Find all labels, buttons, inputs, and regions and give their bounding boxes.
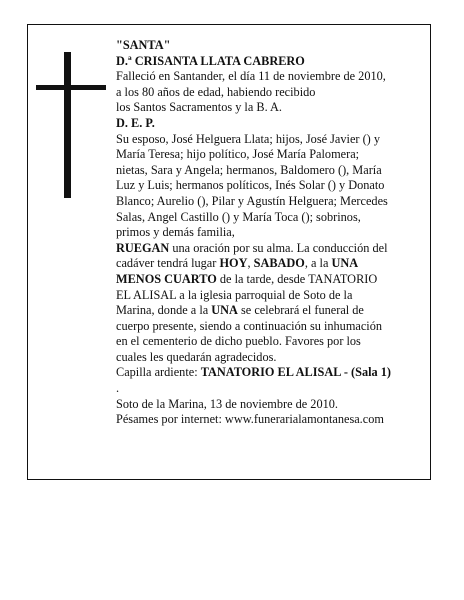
obituary-text [116, 38, 434, 428]
schedule-sep: , [247, 256, 254, 271]
service-line: en el cementerio de dicho pueblo. Favores por los [116, 334, 361, 349]
chapel-line [116, 365, 434, 381]
hour-word: UNA [331, 256, 359, 271]
hour-word: UNA [211, 303, 238, 318]
schedule-text: Marina, donde a la [116, 303, 212, 318]
schedule-line [116, 256, 434, 272]
place-date: Soto de la Marina, 13 de noviembre de 2010. [116, 396, 338, 411]
cross-vertical-bar [64, 52, 71, 198]
schedule-line: EL ALISAL a la iglesia parroquial de Soto de la [116, 287, 353, 302]
schedule-text: , a la [304, 256, 332, 271]
chapel-value: TANATORIO EL ALISAL - (Sala 1) [200, 365, 391, 380]
today-word: HOY [219, 256, 248, 271]
family-line: María Teresa; hijo político, José María Palomera; [116, 147, 360, 162]
schedule-text: cadáver tendrá lugar [116, 256, 220, 271]
schedule-text: se celebrará el funeral de [237, 303, 364, 318]
death-line: a los 80 años de edad, habiendo recibido [116, 84, 316, 99]
ruegan-rest: una oración por su alma. La conducción del [169, 240, 388, 255]
death-line: Falleció en Santander, el día 11 de noviembre de 2010, [116, 69, 386, 84]
latin-cross-icon [36, 52, 106, 200]
family-line: nietas, Sara y Angela; hermanos, Baldomero (), María [116, 162, 382, 177]
family-line: Blanco; Aurelio (), Pilar y Agustín Helguera; Mercedes [116, 193, 388, 208]
schedule-line [116, 272, 434, 288]
deceased-name: D.ª CRISANTA LLATA CABRERO [116, 53, 305, 68]
service-line: cuerpo presente, siendo a continuación su inhumación [116, 318, 383, 333]
death-line: los Santos Sacramentos y la B. A. [116, 100, 282, 115]
service-line: cuales les quedarán agradecidos. [116, 349, 277, 364]
ruegan-word: RUEGAN [116, 240, 170, 255]
family-line: Su esposo, José Helguera Llata; hijos, José Javier () y [116, 131, 380, 146]
family-line: Luz y Luis; hermanos políticos, Inés Solar () y Donato [116, 178, 385, 193]
schedule-line [116, 303, 434, 319]
family-line: Salas, Angel Castillo () y María Toca (); sobrinos, [116, 209, 361, 224]
dep-label: D. E. P. [116, 115, 155, 130]
hour-word: MENOS CUARTO [116, 271, 217, 286]
cross-horizontal-bar [36, 85, 106, 90]
day-word: SABADO [253, 256, 305, 271]
condolences-line: Pésames por internet: www.funerarialamontanesa.com [116, 412, 384, 427]
family-line: primos y demás familia, [116, 225, 235, 240]
chapel-dot: . [116, 381, 120, 396]
request-line [116, 241, 434, 257]
chapel-label: Capilla ardiente: [116, 365, 201, 380]
schedule-text: de la tarde, desde TANATORIO [216, 271, 378, 286]
deceased-nickname: "SANTA" [116, 38, 171, 52]
